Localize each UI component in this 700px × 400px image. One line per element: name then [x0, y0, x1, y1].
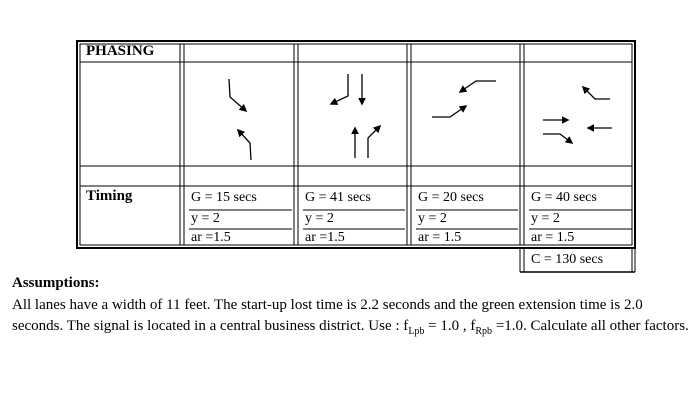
cycle-length: C = 130 secs [531, 252, 604, 267]
phase-1-movement-arrows-icon [229, 79, 251, 160]
phase-1-all-red-time: ar =1.5 [191, 230, 231, 245]
assumptions-title: Assumptions: [12, 275, 100, 291]
phase-3-yellow-time: y = 2 [418, 211, 447, 226]
phase-2-all-red-time: ar =1.5 [305, 230, 345, 245]
f-rpb-subscript: Rpb [475, 326, 493, 337]
phase-2-green-time: G = 41 secs [305, 190, 371, 205]
phase-3-green-time: G = 20 secs [418, 190, 484, 205]
phase-4-all-red-time: ar = 1.5 [531, 230, 575, 245]
phase-1-green-time: G = 15 secs [191, 190, 257, 205]
assumptions-paragraph [12, 295, 696, 342]
phase-3-movement-arrows-icon [432, 81, 496, 117]
phase-2-movement-arrows-icon [331, 74, 380, 158]
f-lpb-subscript: Lpb [408, 326, 425, 337]
phase-2-yellow-time: y = 2 [305, 211, 334, 226]
phase-3-all-red-time: ar = 1.5 [418, 230, 462, 245]
assumptions-text-part3: =1.0. Calculate all other factors. [492, 318, 689, 334]
phase-4-green-time: G = 40 secs [531, 190, 597, 205]
phase-4-movement-arrows-icon [543, 87, 612, 143]
phasing-header: PHASING [86, 43, 155, 59]
timing-label: Timing [86, 188, 133, 204]
phase-1-yellow-time: y = 2 [191, 211, 220, 226]
assumptions-text-part2: = 1.0 , f [424, 318, 476, 334]
phase-4-yellow-time: y = 2 [531, 211, 560, 226]
assumptions-text-part1: All lanes have a width of 11 feet. The start-up lost time is 2.2 seconds and the green extension time is 2.0 seconds. The signal is located in a central business district. Use : f [12, 297, 643, 334]
